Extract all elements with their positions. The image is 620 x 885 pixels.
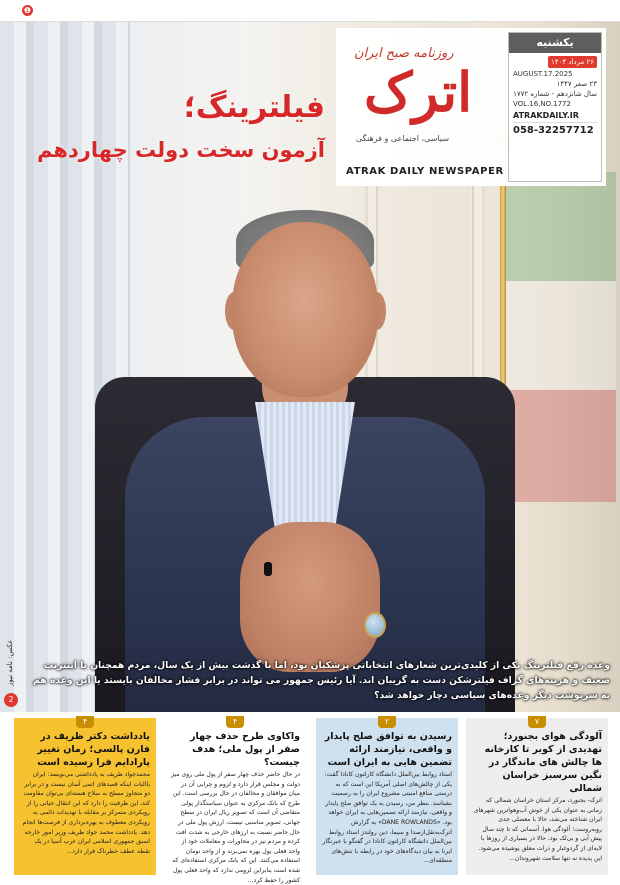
top-nav[interactable] xyxy=(22,5,46,17)
masthead xyxy=(336,28,606,186)
date-english: AUGUST.17.2025 xyxy=(513,70,573,78)
date-persian-badge: ۲۶ مرداد ۱۴۰۴ xyxy=(548,56,597,68)
portrait-head xyxy=(232,222,378,397)
logo-slogan: سیاسی، اجتماعی و فرهنگی xyxy=(356,134,450,143)
date-hijri: ۲۳ صفر ۱۴۴۷ xyxy=(556,80,597,88)
story-page-number: ۲ xyxy=(378,716,396,728)
story-body: محمدجواد ظریف به یادداشتی می‌نویسد: ایران باالبات اینکه قصدهای اتمی آسان نیست و در برابر دو متجاوز مسلح به سلاح هسته‌ای بی‌توان مقاومت کند، این ظرفیت را دارد که این انتقال حیاتی را از رویکردی متمرکز بر مقابله با تهدیدات دائمی به رویکردی معطوف به بهره‌برداری از فرصت‌ها انجام دهد. یادداشت محمد جواد ظریف وزیر امور خارجه اسبق جمهوری اسلامی ایران غرب آسیا در یک نقطه عطف خطرناک قرار دارد... xyxy=(22,771,150,855)
story-body: اترک- بجنورد، مرکز استان خراسان شمالی که زمانی به عنوان یکی از خوش آب‌وهواترین شهرهای ایران شناخته می‌شد، حالا با معضلی جدی روبه‌روست؛ آلودگی هوا. آسمانی که تا چند سال پیش آبی و بی‌لک بود، حالا در بسیاری از روزها با لایه‌ای از گردوغبار و ذرات معلق پوشیده می‌شود. این پدیده نه تنها سلامت شهروندان... xyxy=(473,797,602,862)
logo xyxy=(346,38,506,148)
story-currency-zeros[interactable] xyxy=(164,717,306,884)
story-page-number: ۷ xyxy=(528,716,546,728)
story-page-number: ۴ xyxy=(76,716,94,728)
headline-kicker: فیلترینگ؛ xyxy=(183,90,325,125)
logo-wordmark: اترک xyxy=(364,60,473,124)
story-title: یادداشت دکتر ظریف در فارن پالسی؛ زمان تغییر پارادایم فرا رسیده است xyxy=(37,731,150,768)
story-body: در حال حاضر حذف چهار صفر از پول ملی روی میز دولت و مجلس قرار دارد و لزوم و چرایی آن در میان موافقان و مخالفان در حال بررسی است. این طرح که بانک مرکزی به عنوان سیاستگذار پولی متقاضی آن است که تصویر ریال ایران در سطح جهانی، تصویر مناسبی نیست، ارزش پول ملی در حال حاضر نسبت به ارزهای خارجی به شدت افت کرده و مردم نیز در محاورات و معاملات خود از واحد فعلی پول بهره نمی‌برند و از واحد تومان استفاده می‌کنند. این که بانک مرکزی استفاده‌ای که شده است بنابراین لزومی ندارد که واحد فعلی پول کشور را حفظ کرد... xyxy=(171,771,300,884)
website-link[interactable]: ATRAKDAILY.IR xyxy=(513,111,579,120)
photo-credit: عکس: نامه نیوز xyxy=(6,640,14,687)
lead-paragraph: وعده رفع فیلترینگ یکی از کلیدی‌ترین شعارهای انتخاباتی پزشکیان بود، اما با گذشت بیش از یک سال، مردم همچنان با اینترنت ضعیف و هزینه‌های گزاف فیلترشکن دست به گریبان اند. آیا رئیس جمهور می تواند در برابر فشار مخالفان بایستد یا این وعده هم به سرنوشت دیگر وعده‌های سیاسی دچار خواهد شد؟ xyxy=(33,660,610,701)
story-air-pollution[interactable] xyxy=(466,718,608,875)
story-peace-deal[interactable] xyxy=(316,718,458,875)
headline-title: آزمون سخت دولت چهاردهم xyxy=(36,138,325,162)
issue-info-box xyxy=(508,32,602,182)
continued-page-marker[interactable]: 2 xyxy=(4,693,18,707)
story-title: آلودگی هوای بجنورد؛ تهدیدی از کویر تا کارخانه ها چالش های ماندگار در نگین سرسبز خراسان شمالی xyxy=(484,731,602,794)
story-zarif-op-ed[interactable] xyxy=(14,718,156,875)
lapel-mic xyxy=(264,562,272,576)
ring xyxy=(364,612,386,638)
story-page-number: ۴ xyxy=(226,716,244,728)
story-title: واکاوی طرح حذف چهار صفر از پول ملی؛ هدف چیست؟ xyxy=(189,731,300,768)
issue-number-en: VOL.16,NO.1772 xyxy=(513,100,571,108)
clasped-hands xyxy=(240,522,380,672)
phone-number: 058-32257712 xyxy=(513,122,597,136)
date-persian xyxy=(513,56,597,68)
story-body: استاد روابط بین‌الملل دانشگاه کارلتون کانادا گفت: یکی از چالش‌های اصلی آمریکا این است که به درستی منافع امنیتی مشروع ایران را به رسمیت بشناسد. بنظر من، رسیدن به یک توافق صلح پایدار و واقعی، نیازمند ارائه تضمین‌هایی به ایران خواهد بود. «DANE ROWLANDS» به گزارش اترک‌به‌نقل‌ازصدا و سیما، دین رولندز استاد روابط بین‌الملل دانشگاه کارلتون کانادا در گفتگو با خبرنگار ایرنا به بیان دیدگاه‌های خود در رابطه با تنش‌های منطقه‌ای... xyxy=(322,771,452,865)
page-number-icon: ❶ xyxy=(23,6,32,15)
flag xyxy=(506,172,616,502)
logo-subtitle: روزنامه صبح ایران xyxy=(354,46,454,61)
issue-number-fa: سال شانزدهم - شماره ۱۷۷۲ xyxy=(513,90,597,98)
issue-day: یکشنبه xyxy=(509,33,601,53)
story-title: رسیدن به توافق صلح پایدار و واقعی، نیازمند ارائه تضمین هایی به ایران است xyxy=(324,731,452,768)
paper-name-en: ATRAK DAILY NEWSPAPER xyxy=(346,166,504,177)
top-strip xyxy=(0,0,620,22)
